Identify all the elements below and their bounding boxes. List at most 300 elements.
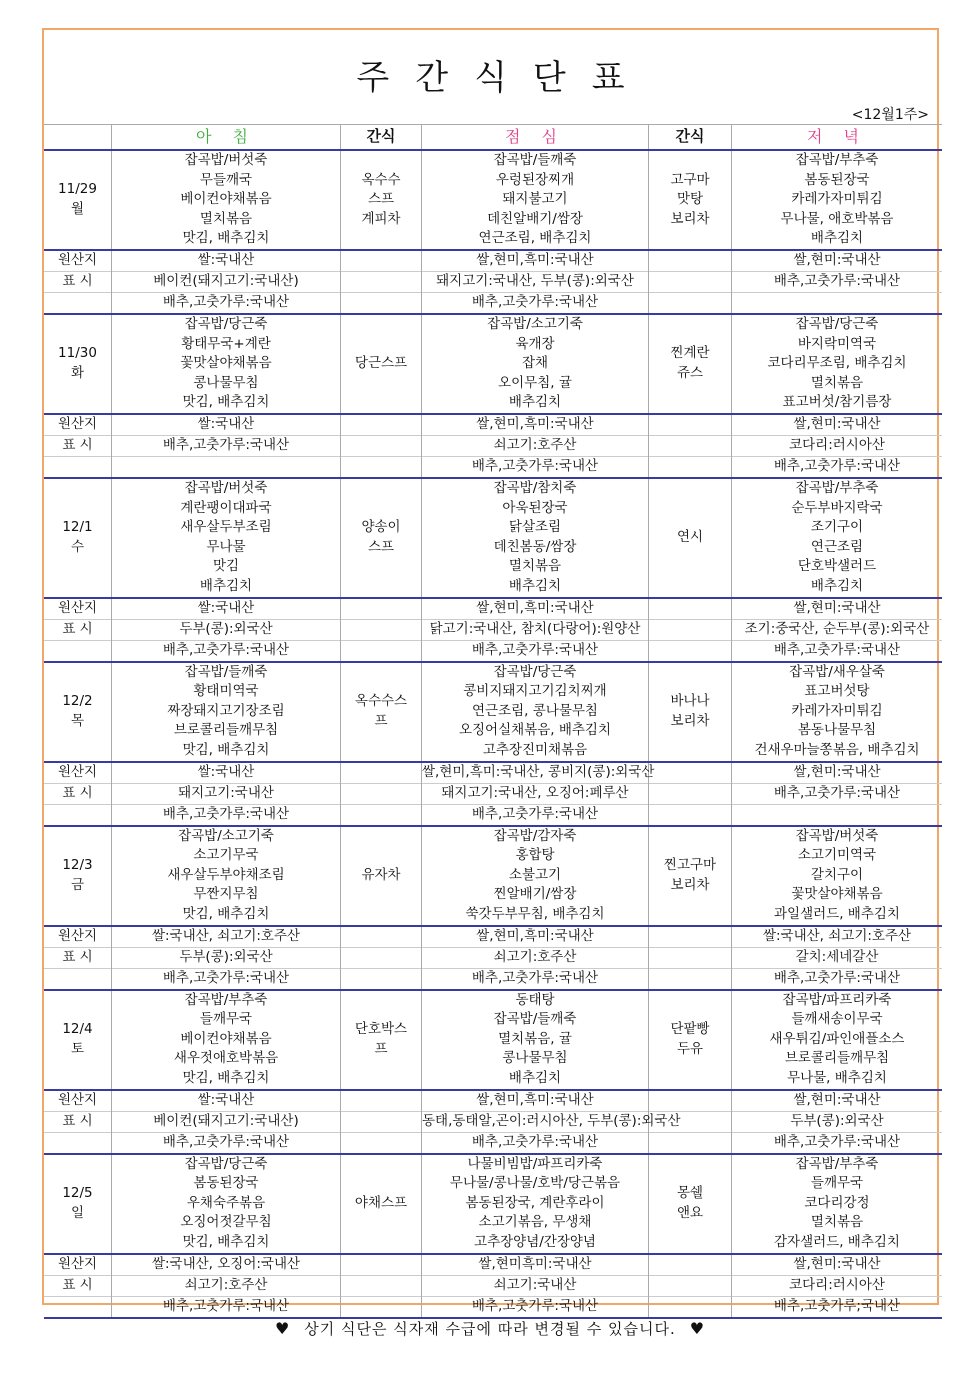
origin-snack1	[341, 619, 422, 640]
day-weekday: 월	[70, 201, 85, 217]
snack1-cell-item: 양송이	[361, 519, 401, 536]
day-weekday: 화	[70, 365, 85, 381]
day-row	[44, 150, 942, 250]
breakfast-cell-item: 계란팽이대파국	[180, 499, 272, 516]
origin-dinner	[732, 293, 943, 315]
origin-snack2	[649, 1132, 732, 1154]
origin-snack2	[649, 457, 732, 479]
snack1-cell	[341, 478, 422, 598]
lunch-cell-item: 쑥갓두부무침, 배추김치	[465, 905, 605, 922]
origin-label	[44, 804, 112, 826]
origin-label	[44, 293, 112, 315]
weekly-menu-table	[44, 124, 942, 1319]
origin-breakfast: 두부(콩):외국산	[112, 619, 341, 640]
dinner-cell-item: 잡곡밥/부추죽	[795, 1155, 879, 1172]
day-cell	[44, 826, 112, 926]
origin-breakfast: 베이컨(돼지고기:국내산)	[112, 272, 341, 293]
origin-lunch: 배추,고춧가루:국내산	[422, 293, 649, 315]
origin-dinner: 쌀,현미:국내산	[732, 414, 943, 436]
breakfast-cell-item: 배추김치	[199, 577, 253, 594]
origin-label: 원산지	[44, 926, 112, 948]
origin-dinner: 배추,고춧가루:국내산	[732, 272, 943, 293]
snack2-cell-item: 보리차	[670, 712, 710, 729]
snack1-cell	[341, 150, 422, 250]
dinner-cell	[732, 478, 943, 598]
day-cell	[44, 662, 112, 762]
origin-dinner: 쌀,현미:국내산	[732, 1254, 943, 1276]
lunch-cell-item: 콩비지돼지고기김치찌개	[463, 683, 607, 700]
snack1-cell-item: 야채스프	[354, 1194, 408, 1211]
dinner-cell-item: 잡곡밥/당근죽	[795, 316, 879, 333]
dinner-cell-item: 소고기미역국	[797, 847, 877, 864]
snack1-cell	[341, 1154, 422, 1254]
origin-breakfast: 배추,고춧가루:국내산	[112, 293, 341, 315]
dinner-cell-item: 바지락미역국	[797, 335, 877, 352]
origin-breakfast: 쌀:국내산	[112, 250, 341, 272]
origin-snack1	[341, 1275, 422, 1296]
origin-dinner: 코다리:러시아산	[732, 1275, 943, 1296]
origin-dinner: 배추,고춧가루;국내산	[732, 1296, 943, 1318]
origin-breakfast: 돼지고기:국내산	[112, 783, 341, 804]
snack2-cell-item: 찐고구마	[663, 857, 717, 873]
origin-lunch: 쌀,현미,흑미:국내산	[422, 250, 649, 272]
origin-snack1	[341, 762, 422, 784]
dinner-cell-item: 무나물, 배추김치	[787, 1069, 887, 1086]
snack2-cell-item: 연시	[676, 529, 704, 545]
lunch-cell-item: 소불고기	[508, 866, 562, 883]
breakfast-cell-item: 맛김, 배추김치	[182, 1233, 270, 1250]
snack1-cell-item: 계피차	[361, 210, 401, 227]
lunch-cell	[422, 1154, 649, 1254]
dinner-cell-item: 잡곡밥/새우살죽	[789, 663, 885, 680]
origin-snack2	[649, 1296, 732, 1318]
origin-snack2	[649, 598, 732, 620]
dinner-cell-item: 잡곡밥/부추죽	[795, 480, 879, 497]
breakfast-cell-item: 꽃맛살야채볶음	[180, 355, 272, 372]
lunch-cell-item: 배추김치	[508, 394, 562, 411]
origin-lunch: 돼지고기:국내산, 오징어:페루산	[422, 783, 649, 804]
origin-label: 표 시	[44, 947, 112, 968]
origin-breakfast: 쇠고기:호주산	[112, 1275, 341, 1296]
origin-dinner: 배추,고춧가루:국내산	[732, 783, 943, 804]
origin-snack1	[341, 804, 422, 826]
dinner-cell-item: 잡곡밥/파프리카죽	[782, 991, 892, 1008]
origin-breakfast: 배추,고춧가루:국내산	[112, 436, 341, 457]
dinner-cell	[732, 662, 943, 762]
origin-label: 원산지	[44, 414, 112, 436]
origin-snack2	[649, 926, 732, 948]
day-date: 11/29	[58, 181, 97, 198]
origin-snack2	[649, 762, 732, 784]
breakfast-cell-item: 소고기무국	[193, 847, 259, 864]
snack2-cell-item: 찐계란	[670, 345, 710, 362]
snack1-cell-item: 유자차	[361, 866, 401, 883]
lunch-cell-item: 콩나물무침	[502, 1050, 568, 1067]
menu-frame	[42, 28, 939, 1314]
menu-body	[44, 150, 942, 1318]
dinner-cell-item: 봄동된장국	[804, 171, 870, 188]
lunch-cell-item: 잡곡밥/소고기죽	[487, 316, 583, 333]
origin-label: 표 시	[44, 1275, 112, 1296]
dinner-cell-item: 멸치볶음	[810, 374, 864, 391]
origin-lunch: 쇠고기:호주산	[422, 436, 649, 457]
header-snack1: 간식	[341, 125, 422, 151]
snack2-cell	[649, 826, 732, 926]
origin-row	[44, 436, 942, 457]
origin-dinner: 갈치:세네갈산	[732, 947, 943, 968]
lunch-cell-item: 배추김치	[508, 577, 562, 594]
origin-label: 원산지	[44, 250, 112, 272]
origin-row	[44, 762, 942, 784]
lunch-cell-item: 닭살조림	[508, 519, 562, 536]
origin-lunch: 배추,고춧가루:국내산	[422, 968, 649, 990]
snack1-cell	[341, 990, 422, 1090]
origin-snack2	[649, 947, 732, 968]
origin-lunch: 쇠고기:호주산	[422, 947, 649, 968]
breakfast-cell	[112, 826, 341, 926]
dinner-cell-item: 갈치구이	[810, 866, 864, 883]
origin-snack2	[649, 293, 732, 315]
day-date: 12/3	[62, 857, 93, 873]
snack2-cell-item: 고구마	[670, 171, 710, 188]
lunch-cell-item: 아욱된장국	[502, 499, 568, 516]
origin-breakfast: 배추,고춧가루:국내산	[112, 968, 341, 990]
lunch-cell-item: 고추장양념/간장양념	[474, 1233, 596, 1250]
origin-snack2	[649, 619, 732, 640]
breakfast-cell-item: 새우살두부야채조림	[167, 866, 285, 883]
origin-dinner: 배추,고춧가루:국내산	[732, 457, 943, 479]
origin-row	[44, 250, 942, 272]
breakfast-cell-item: 무짠지무침	[193, 886, 259, 903]
breakfast-cell-item: 멸치볶음	[199, 210, 253, 227]
origin-row	[44, 1111, 942, 1132]
origin-label	[44, 457, 112, 479]
lunch-cell-item: 봄동된장국, 계란후라이	[465, 1194, 605, 1211]
origin-breakfast: 배추,고춧가루:국내산	[112, 1296, 341, 1318]
origin-lunch: 닭고기:국내산, 참치(다랑어):원양산	[422, 619, 649, 640]
dinner-cell-item: 새우튀김/파인애플소스	[769, 1030, 905, 1047]
dinner-cell-item: 멸치볶음	[810, 1214, 864, 1231]
snack2-cell-item: 맛탕	[676, 191, 704, 208]
lunch-cell-item: 육개장	[515, 335, 555, 352]
origin-breakfast: 쌀:국내산	[112, 598, 341, 620]
origin-snack2	[649, 783, 732, 804]
week-label: <12월1주>	[851, 107, 929, 123]
breakfast-cell-item: 맛김, 배추김치	[182, 394, 270, 411]
origin-snack1	[341, 250, 422, 272]
snack2-cell-item: 단팥빵	[670, 1021, 710, 1037]
lunch-cell	[422, 826, 649, 926]
origin-snack1	[341, 1296, 422, 1318]
origin-snack1	[341, 1111, 422, 1132]
day-cell	[44, 150, 112, 250]
breakfast-cell-item: 맛김, 배추김치	[182, 1069, 270, 1086]
origin-dinner: 쌀,현미:국내산	[732, 1090, 943, 1112]
origin-snack1	[341, 598, 422, 620]
day-date: 11/30	[58, 345, 97, 362]
origin-breakfast: 쌀:국내산, 오징어:국내산	[112, 1254, 341, 1276]
lunch-cell-item: 잡곡밥/들깨죽	[493, 152, 577, 169]
day-row	[44, 662, 942, 762]
breakfast-cell-item: 황태무국+계란	[181, 335, 271, 352]
snack1-cell-item: 옥수수스	[354, 693, 408, 709]
day-row	[44, 826, 942, 926]
snack2-cell	[649, 314, 732, 414]
dinner-cell-item: 건새우마늘쫑볶음, 배추김치	[754, 741, 920, 758]
origin-lunch: 돼지고기:국내산, 두부(콩):외국산	[422, 272, 649, 293]
origin-label	[44, 640, 112, 662]
breakfast-cell-item: 잡곡밥/버섯죽	[184, 480, 268, 497]
breakfast-cell-item: 맛김, 배추김치	[182, 230, 270, 247]
lunch-cell-item: 데친봄동/쌈장	[493, 538, 577, 555]
dinner-cell-item: 표고버섯/참기름장	[782, 394, 892, 411]
dinner-cell-item: 카레가자미튀김	[791, 191, 883, 208]
header-row	[44, 125, 942, 151]
origin-lunch: 쌀,현미,흑미:국내산	[422, 1090, 649, 1112]
dinner-cell-item: 브로콜리들깨무침	[784, 1050, 890, 1067]
origin-label: 표 시	[44, 783, 112, 804]
origin-snack1	[341, 1132, 422, 1154]
breakfast-cell-item: 우채숙주볶음	[186, 1194, 266, 1211]
snack2-cell	[649, 478, 732, 598]
breakfast-cell-item: 오징어젓갈무침	[180, 1214, 272, 1231]
origin-snack1	[341, 947, 422, 968]
origin-row	[44, 293, 942, 315]
dinner-cell-item: 봄동나물무침	[797, 722, 877, 739]
heart-icon: ♥	[689, 1319, 706, 1338]
breakfast-cell-item: 잡곡밥/당근죽	[184, 1155, 268, 1172]
lunch-cell-item: 동태탕	[515, 991, 555, 1008]
title-area	[44, 30, 937, 124]
breakfast-cell	[112, 314, 341, 414]
lunch-cell-item: 연근조림, 콩나물무침	[472, 702, 598, 719]
origin-breakfast: 배추,고춧가루:국내산	[112, 1132, 341, 1154]
breakfast-cell-item: 무들깨국	[199, 171, 253, 188]
dinner-cell-item: 과일샐러드, 배추김치	[774, 905, 900, 922]
origin-snack1	[341, 272, 422, 293]
lunch-cell-item: 배추김치	[508, 1069, 562, 1086]
lunch-cell	[422, 662, 649, 762]
breakfast-cell-item: 베이컨야채볶음	[180, 191, 272, 208]
dinner-cell-item: 들깨무국	[810, 1175, 864, 1192]
origin-snack1	[341, 783, 422, 804]
dinner-cell	[732, 1154, 943, 1254]
breakfast-cell-item: 맛김, 배추김치	[182, 741, 270, 758]
day-weekday: 수	[70, 538, 85, 555]
lunch-cell-item: 돼지불고기	[502, 191, 568, 208]
origin-row	[44, 783, 942, 804]
snack2-cell-item: 두유	[676, 1040, 704, 1057]
day-row	[44, 314, 942, 414]
lunch-cell-item: 홍합탕	[515, 847, 555, 864]
day-weekday: 토	[70, 1040, 85, 1057]
lunch-cell-item: 잡채	[521, 355, 549, 372]
lunch-cell	[422, 990, 649, 1090]
snack1-cell	[341, 826, 422, 926]
breakfast-cell-item: 잡곡밥/들깨죽	[184, 663, 268, 680]
origin-row	[44, 1132, 942, 1154]
header-snack2: 간식	[649, 125, 732, 151]
origin-row	[44, 804, 942, 826]
origin-dinner	[732, 804, 943, 826]
snack1-cell-item: 단호박스	[354, 1021, 408, 1037]
day-row	[44, 990, 942, 1090]
origin-breakfast: 배추,고춧가루:국내산	[112, 640, 341, 662]
origin-snack2	[649, 414, 732, 436]
snack2-cell-item: 바나나	[670, 693, 710, 709]
origin-row	[44, 947, 942, 968]
dinner-cell-item: 카레가자미튀김	[791, 702, 883, 719]
origin-row	[44, 926, 942, 948]
snack2-cell-item: 보리차	[670, 876, 710, 893]
dinner-cell-item: 연근조림	[810, 538, 864, 555]
origin-snack2	[649, 436, 732, 457]
day-weekday: 목	[70, 712, 85, 729]
breakfast-cell-item: 새우젓애호박볶음	[173, 1050, 279, 1067]
origin-snack1	[341, 1090, 422, 1112]
origin-lunch: 동태,동태알,곤이:러시아산, 두부(콩):외국산	[422, 1111, 649, 1132]
snack1-cell-item: 프	[374, 1040, 388, 1057]
origin-dinner: 배추,고춧가루:국내산	[732, 1132, 943, 1154]
dinner-cell	[732, 314, 943, 414]
lunch-cell-item: 고추장진미채볶음	[482, 741, 588, 758]
origin-label: 표 시	[44, 1111, 112, 1132]
breakfast-cell-item: 잡곡밥/소고기죽	[178, 827, 274, 844]
lunch-cell-item: 무나물/콩나물/호박/당근볶음	[449, 1175, 621, 1192]
dinner-cell	[732, 990, 943, 1090]
origin-row	[44, 1090, 942, 1112]
breakfast-cell-item: 맛김, 배추김치	[182, 905, 270, 922]
snack2-cell-item: 몽쉘	[676, 1185, 704, 1201]
header-dinner: 저 녁	[732, 125, 943, 151]
origin-label: 원산지	[44, 1090, 112, 1112]
origin-lunch: 배추,고춧가루:국내산	[422, 1296, 649, 1318]
snack1-cell	[341, 314, 422, 414]
day-date: 12/4	[62, 1021, 93, 1037]
dinner-cell-item: 코다리무조림, 배추김치	[767, 355, 907, 372]
origin-snack2	[649, 1254, 732, 1276]
breakfast-cell-item: 잡곡밥/당근죽	[184, 316, 268, 333]
day-date: 12/1	[62, 519, 93, 536]
lunch-cell-item: 소고기볶음, 무생채	[478, 1214, 592, 1231]
origin-label	[44, 1296, 112, 1318]
origin-dinner: 배추,고춧가루:국내산	[732, 968, 943, 990]
snack1-cell-item: 프	[374, 712, 388, 729]
origin-dinner: 두부(콩):외국산	[732, 1111, 943, 1132]
dinner-cell	[732, 826, 943, 926]
dinner-cell-item: 조기구이	[810, 519, 864, 536]
origin-lunch: 배추,고춧가루:국내산	[422, 640, 649, 662]
origin-snack1	[341, 436, 422, 457]
origin-dinner: 쌀,현미:국내산	[732, 250, 943, 272]
day-weekday: 금	[70, 876, 85, 893]
snack2-cell	[649, 990, 732, 1090]
breakfast-cell-item: 베이컨야채볶음	[180, 1030, 272, 1047]
origin-snack1	[341, 1254, 422, 1276]
origin-row	[44, 1254, 942, 1276]
day-row	[44, 478, 942, 598]
lunch-cell-item: 찐알배기/쌈장	[493, 886, 577, 903]
origin-dinner: 배추,고춧가루:국내산	[732, 640, 943, 662]
snack2-cell	[649, 662, 732, 762]
origin-row	[44, 457, 942, 479]
day-cell	[44, 314, 112, 414]
breakfast-cell-item: 잡곡밥/버섯죽	[184, 152, 268, 169]
origin-breakfast: 쌀:국내산	[112, 762, 341, 784]
day-weekday: 일	[70, 1204, 85, 1221]
footer-note	[0, 1318, 980, 1339]
dinner-cell-item: 들깨새송이무국	[791, 1011, 883, 1028]
origin-lunch: 쌀,현미,흑미:국내산	[422, 926, 649, 948]
header-day	[44, 125, 112, 151]
origin-lunch: 쌀,현미,흑미:국내산	[422, 598, 649, 620]
origin-snack2	[649, 804, 732, 826]
origin-row	[44, 619, 942, 640]
origin-row	[44, 272, 942, 293]
lunch-cell-item: 잡곡밥/참치죽	[493, 480, 577, 497]
dinner-cell-item: 꽃맛살야채볶음	[791, 886, 883, 903]
origin-snack1	[341, 926, 422, 948]
snack2-cell	[649, 150, 732, 250]
origin-breakfast: 쌀:국내산, 쇠고기:호주산	[112, 926, 341, 948]
origin-breakfast: 베이컨(돼지고기:국내산)	[112, 1111, 341, 1132]
origin-row	[44, 1275, 942, 1296]
origin-snack2	[649, 968, 732, 990]
origin-lunch: 쌀,현미,흑미:국내산, 콩비지(콩):외국산	[422, 762, 649, 784]
origin-row	[44, 968, 942, 990]
origin-lunch: 배추,고춧가루:국내산	[422, 1132, 649, 1154]
origin-lunch: 배추,고춧가루:국내산	[422, 457, 649, 479]
snack2-cell	[649, 1154, 732, 1254]
dinner-cell-item: 무나물, 애호박볶음	[780, 210, 894, 227]
snack2-cell-item: 쥬스	[676, 365, 704, 381]
origin-row	[44, 414, 942, 436]
day-cell	[44, 1154, 112, 1254]
breakfast-cell-item: 잡곡밥/부추죽	[184, 991, 268, 1008]
breakfast-cell	[112, 150, 341, 250]
lunch-cell-item: 데친알배기/쌈장	[487, 210, 583, 227]
lunch-cell-item: 나물비빔밥/파프리카죽	[467, 1155, 603, 1172]
day-date: 12/5	[62, 1185, 93, 1201]
origin-dinner: 쌀,현미:국내산	[732, 598, 943, 620]
dinner-cell-item: 순두부바지락국	[791, 499, 883, 516]
lunch-cell-item: 멸치볶음, 귤	[498, 1030, 572, 1047]
origin-lunch: 쇠고기:국내산	[422, 1275, 649, 1296]
breakfast-cell-item: 봄동된장국	[193, 1175, 259, 1192]
origin-snack1	[341, 414, 422, 436]
lunch-cell-item: 오이무침, 귤	[498, 374, 572, 391]
origin-snack1	[341, 457, 422, 479]
day-date: 12/2	[62, 693, 93, 709]
breakfast-cell-item: 맛김	[212, 558, 240, 575]
dinner-cell-item: 감자샐러드, 배추김치	[774, 1233, 900, 1250]
origin-row	[44, 598, 942, 620]
day-cell	[44, 478, 112, 598]
origin-label: 표 시	[44, 436, 112, 457]
day-row	[44, 1154, 942, 1254]
dinner-cell-item: 잡곡밥/부추죽	[795, 152, 879, 169]
dinner-cell-item: 단호박샐러드	[797, 558, 877, 575]
lunch-cell-item: 연근조림, 배추김치	[478, 230, 592, 247]
dinner-cell-item: 코다리강정	[804, 1194, 870, 1211]
snack2-cell-item: 앤요	[676, 1204, 704, 1221]
origin-lunch: 배추,고춧가루:국내산	[422, 804, 649, 826]
footer-text: 상기 식단은 식자재 수급에 따라 변경될 수 있습니다.	[304, 1320, 676, 1338]
origin-breakfast	[112, 457, 341, 479]
origin-label	[44, 968, 112, 990]
origin-snack2	[649, 1090, 732, 1112]
lunch-cell-item: 우렁된장찌개	[495, 171, 575, 188]
